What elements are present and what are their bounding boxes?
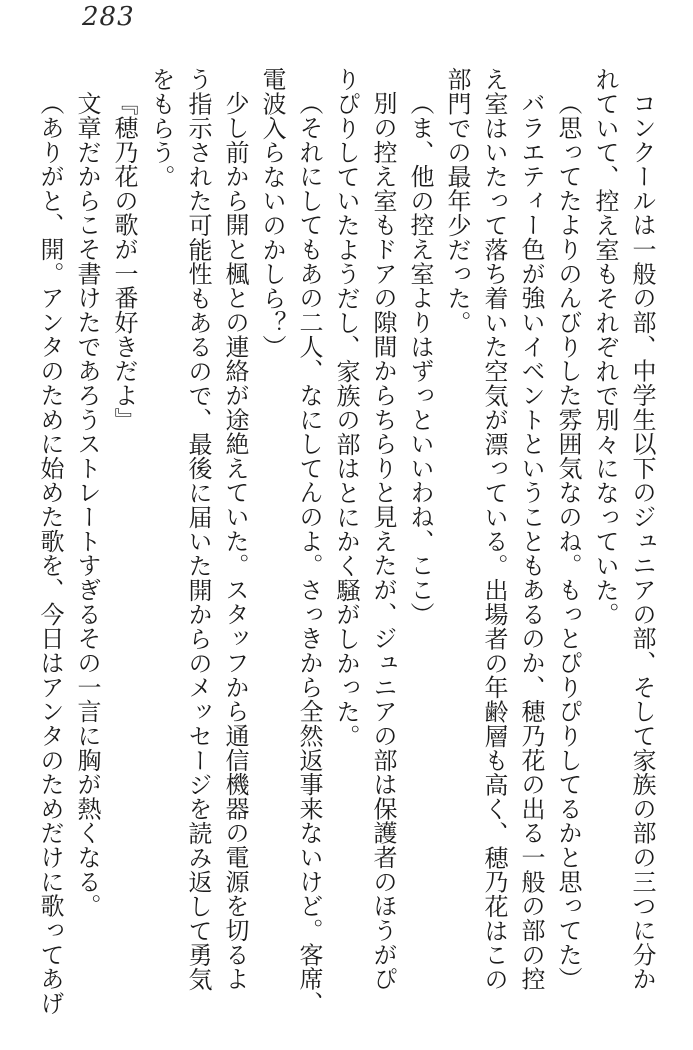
text-line: れていて、控え室もそれぞれで別々になっていた。	[591, 67, 619, 627]
text-body	[30, 67, 660, 1016]
text-line: バラエティー色が強いイベントということもあるのか、穂乃花の出る一般の部の控	[517, 91, 545, 992]
text-line: え室はいたって落ち着いた空気が漂っている。出場者の年齢層も高く、穂乃花はこの	[480, 67, 508, 992]
text-line: 少し前から開と楓との連絡が途絶えていた。スタッフから通信機器の電源を切るよ	[221, 91, 249, 992]
text-line: をもらう。	[147, 67, 175, 189]
text-line: う指示された可能性もあるので、最後に届いた開からのメッセージを読み返して勇気	[184, 67, 212, 992]
text-line: （それにしてもあの二人、なにしてんのよ。さっきから全然返事来ないけど。客席、	[295, 91, 323, 1016]
page-number: 283	[82, 2, 135, 32]
text-line: コンクールは一般の部、中学生以下のジュニアの部、そして家族の部の三つに分か	[628, 91, 656, 992]
text-line: （ありがと、開。アンタのために始めた歌を、今日はアンタのためだけに歌ってあげ	[36, 91, 64, 1016]
text-line: （思ってたよりのんびりした雰囲気なのね。もっとぴりぴりしてるかと思ってた）	[554, 91, 582, 992]
text-line: 別の控え室もドアの隙間からちらりと見えたが、ジュニアの部は保護者のほうがぴ	[369, 91, 397, 992]
text-line: 部門での最年少だった。	[443, 67, 471, 335]
text-line: 電波入らないのかしら？）	[258, 67, 286, 359]
text-line: 『穂乃花の歌が一番好きだよ』	[110, 91, 138, 432]
text-line: りぴりしていたようだし、家族の部はとにかく騒がしかった。	[332, 67, 360, 748]
text-line: 文章だからこそ書けたであろうストレートすぎるその一言に胸が熱くなる。	[73, 91, 101, 919]
text-line: （ま、他の控え室よりはずっといいわね、ここ）	[406, 91, 434, 627]
